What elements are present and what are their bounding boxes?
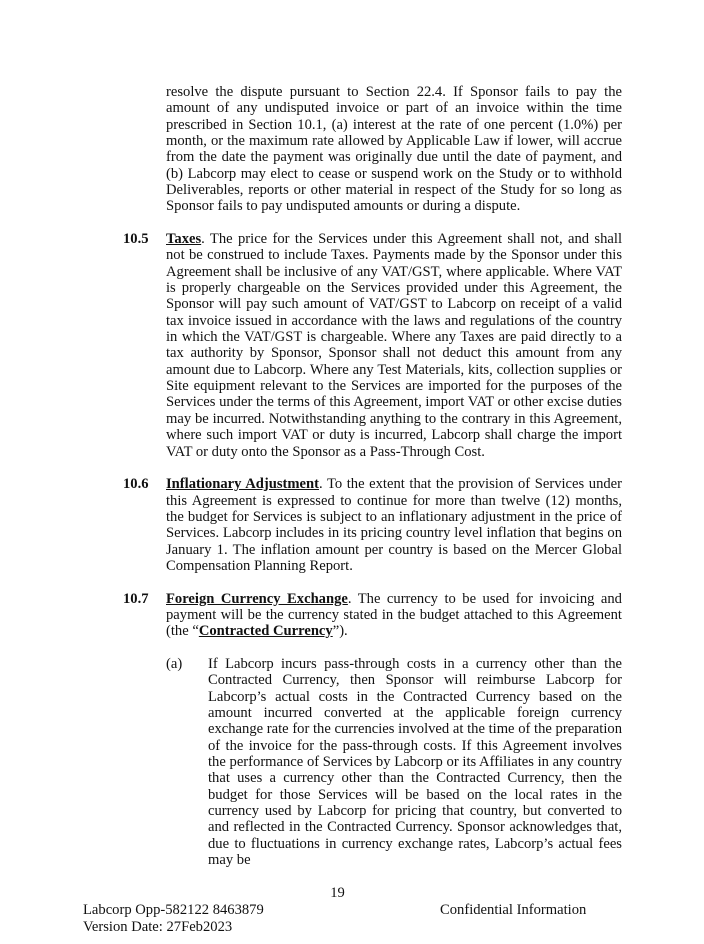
section-body — [166, 591, 622, 640]
subsection-label: (a) — [166, 655, 183, 672]
page-footer — [83, 885, 622, 944]
section-text: . The currency to be used for invoicing and payment will be the currency stated in the budget attached to this Agreement (the “ — [166, 590, 622, 640]
page-number: 19 — [330, 884, 345, 901]
page-content — [83, 84, 622, 868]
footer-version-date: Version Date: 27Feb2023 — [83, 918, 233, 935]
section-heading: Taxes — [166, 231, 202, 248]
continuation-paragraph: resolve the dispute pursuant to Section 22.4. If Sponsor fails to pay the amount of any undisputed invoice or part of an invoice within the time prescribed in Section 10.1, (a) interest at the rate of one percent (1.0%) per month, or the maximum rate allowed by Applicable Law if lower, will accrue from the date the payment was originally due until the date of payment, and (b) Labcorp may elect to cease or suspend work on the Study or to withhold Deliverables, reports or other material in respect of the Study for so long as Sponsor fails to pay undisputed amounts or during a dispute. — [166, 84, 622, 215]
section-text: . The price for the Services under this Agreement shall not, and shall not be construed to include Taxes. Payments made by the Sponsor under this Agreement shall be inclusive of any VAT/GST, where applicable. Where VAT is properly chargeable on the Services provided under this Agreement, the Sponsor will pay such amount of VAT/GST to Labcorp on receipt of a valid tax invoice issued in accordance with the laws and regulations of the country in which the VAT/GST is chargeable. Where any Taxes are paid directly to a tax authority by Sponsor, Sponsor shall not deduct this amount from any amount due to Labcorp. Where any Test Materials, kits, collection supplies or Site equipment relevant to the Services are imported for the purposes of the Services under the terms of this Agreement, import VAT or other excise duties may be incurred. Notwithstanding anything to the contrary in this Agreement, where such import VAT or duty is incurred, Labcorp shall charge the import VAT or duty onto the Sponsor as a Pass-Through Cost. — [166, 231, 622, 460]
section-heading: Inflationary Adjustment — [166, 476, 319, 493]
section-body — [166, 231, 622, 460]
footer-confidential: Confidential Information — [440, 901, 587, 918]
subsection-text: If Labcorp incurs pass-through costs in a currency other than the Contracted Currency, then Sponsor will reimburse Labcorp for Labcorp’s actual costs in the Contracted Currency based on the amount incurred converted at the applicable foreign currency exchange rate for the currencies involved at the time of the preparation of the invoice for the pass-through costs. If this Agreement involves the performance of Services by Labcorp or its Affiliates in any country that uses a currency other than the Contracted Currency, then the budget for those Services will be based on the local rates in the currency used by Labcorp for pricing that country, but converted to and reflected in the Contracted Currency. Sponsor acknowledges that, due to fluctuations in currency exchange rates, Labcorp’s actual fees may be — [208, 655, 622, 868]
footer-row — [83, 902, 622, 919]
section-number: 10.5 — [123, 231, 149, 248]
defined-term: Contracted Currency — [198, 623, 333, 640]
section-body — [166, 476, 622, 574]
section-number: 10.7 — [123, 590, 149, 607]
section-10-7 — [123, 591, 622, 640]
section-text-after: ”). — [332, 623, 348, 640]
section-10-5 — [123, 231, 622, 460]
subsection-a — [166, 656, 622, 868]
section-10-6 — [123, 476, 622, 574]
footer-doc-id: Labcorp Opp-582122 8463879 — [83, 901, 264, 918]
section-number: 10.6 — [123, 476, 149, 493]
section-text: . To the extent that the provision of Services under this Agreement is expressed to continue for more than twelve (12) months, the budget for Services is subject to an inflationary adjustment in the price of Services. Labcorp includes in its pricing country level inflation that begins on January 1. The inflation amount per country is based on the Mercer Global Compensation Planning Report. — [166, 476, 623, 574]
section-heading: Foreign Currency Exchange — [166, 590, 348, 607]
